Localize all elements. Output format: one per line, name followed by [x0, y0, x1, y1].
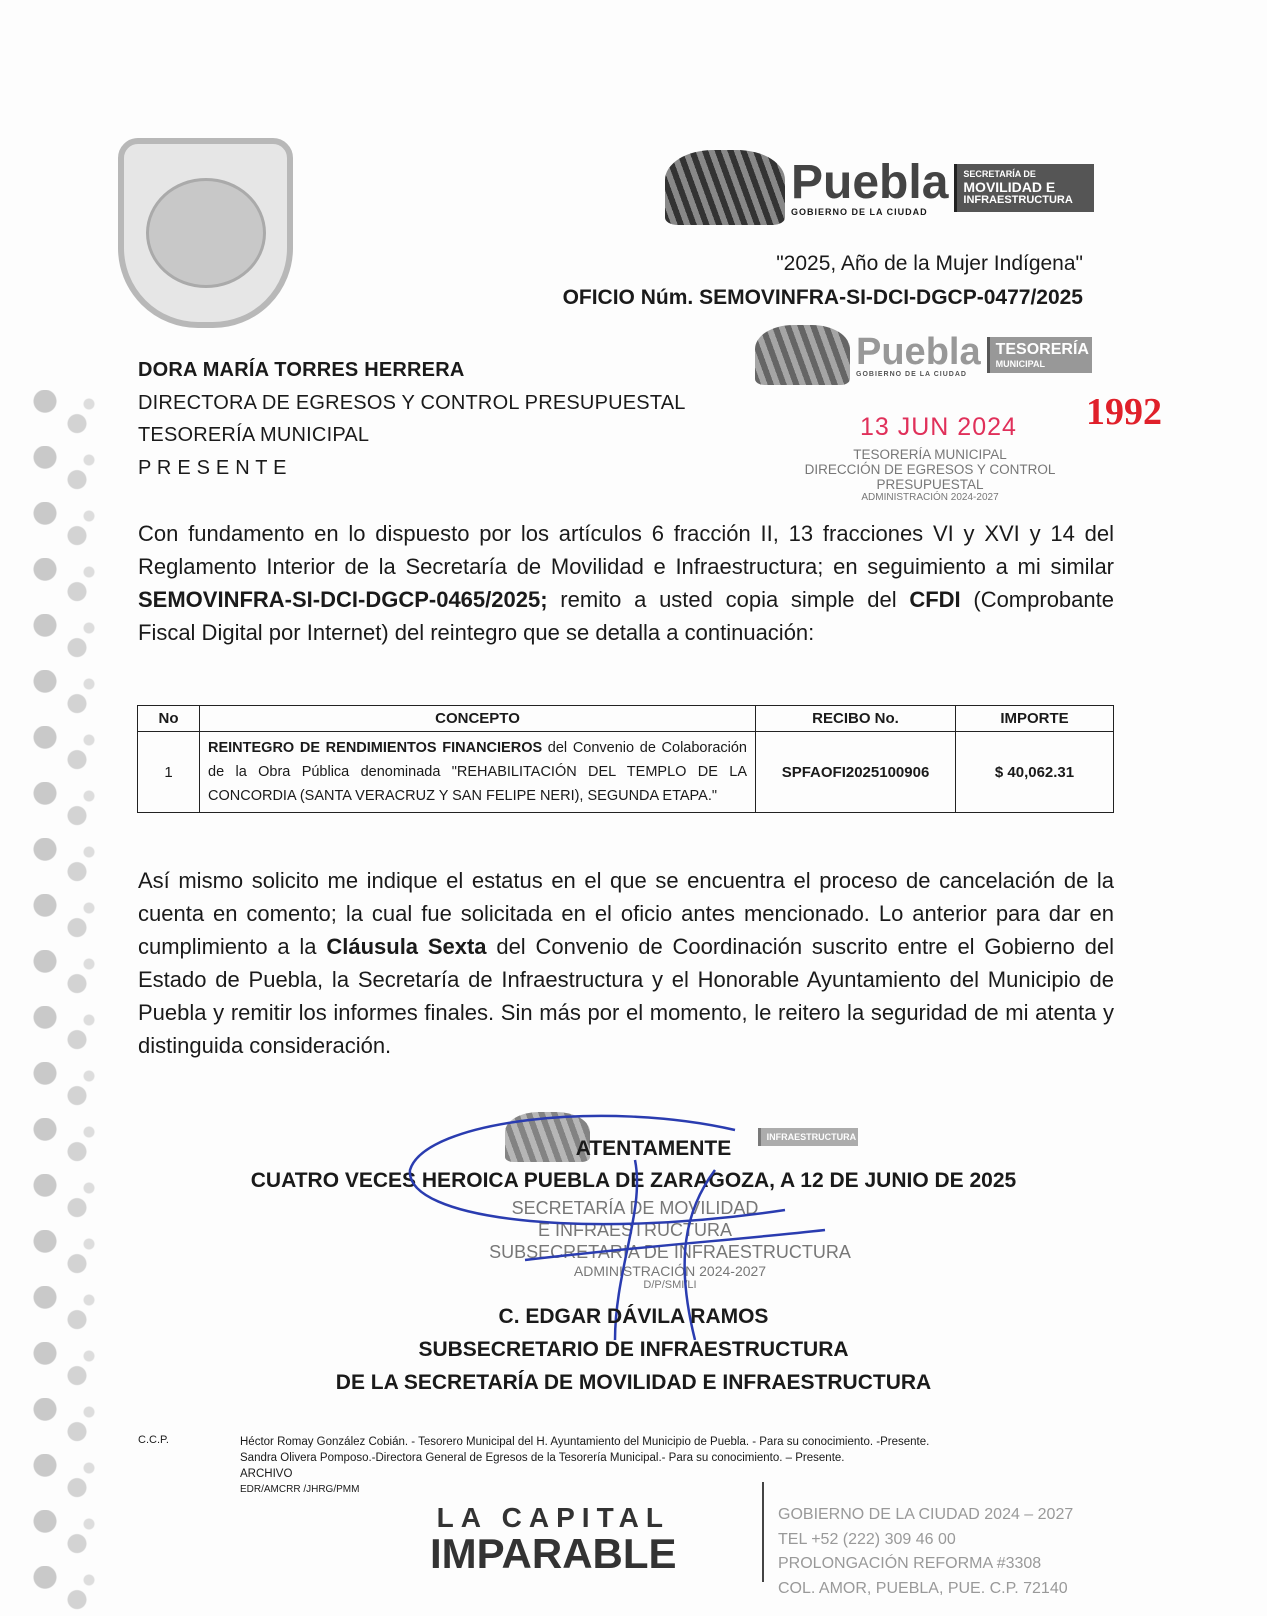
atentamente: ATENTAMENTE — [575, 1137, 732, 1160]
paragraph-intro: Con fundamento en lo dispuesto por los artículos 6 fracción II, 13 fracciones VI y XVI y 14 del Reglamento Interior de la Secretaría de Movilidad e Infraestructura; en seguimiento a mi similar SEMOVINFRA-SI-DCI-DGCP-0465/2025; remito a usted copia simple del CFDI (Comprobante Fiscal Digital por Internet) del reintegro que se detalla a continuación: — [138, 521, 1114, 645]
ccp-label: C.C.P. — [138, 1434, 169, 1446]
signer-role: SUBSECRETARIO DE INFRAESTRUCTURA — [418, 1338, 849, 1361]
signer-name: C. EDGAR DÁVILA RAMOS — [498, 1305, 769, 1328]
folio-number: 1992 — [1086, 391, 1162, 433]
oficio-number: OFICIO Núm. SEMOVINFRA-SI-DCI-DGCP-0477/2025 — [562, 286, 1083, 309]
ccp-list: Héctor Romay González Cobián. - Tesorero Municipal del H. Ayuntamiento del Municipio de Puebla. - Para su conocimiento. -Presente. Sandra Olivera Pomposo.-Directora General de Egresos de la Tesorería Municipal.- Para su conocimiento. – Presente. ARCHIVO EDR/AMCRR /JHRG/PMM — [240, 1436, 930, 1495]
place-date: CUATRO VECES HEROICA PUEBLA DE ZARAGOZA, A 12 DE JUNIO DE 2025 — [250, 1169, 1017, 1192]
puebla-semovinfra-logo: Puebla GOBIERNO DE LA CIUDAD SECRETARÍA DE MOVILIDAD E INFRAESTRUCTURA — [665, 150, 1094, 225]
decorative-border-pattern — [25, 390, 105, 1616]
city-seal-logo — [118, 138, 293, 328]
table-row: 1 REINTEGRO DE RENDIMIENTOS FINANCIEROS del Convenio de Colaboración de la Obra Pública denominada "REHABILITACIÓN DEL TEMPLO DE LA CONCORDIA (SANTA VERACRUZ Y SAN FELIPE NERI), SEGUNDA ETAPA." SPFAOFI2025100906 $ 40,062.31 — [138, 732, 1114, 813]
recipient-block: DORA MARÍA TORRES HERRERA DIRECTORA DE EGRESOS Y CONTROL PRESUPUESTAL TESORERÍA MUNICIPAL P R E S E N T E — [138, 359, 686, 479]
puebla-emblem-icon — [755, 325, 850, 385]
tesoreria-stamp-text: TESORERÍA MUNICIPAL DIRECCIÓN DE EGRESOS Y CONTROL PRESUPUESTAL ADMINISTRACIÓN 2024-2027 — [804, 447, 1056, 503]
footer-contact: GOBIERNO DE LA CIUDAD 2024 – 2027 TEL +52 (222) 309 46 00 PROLONGACIÓN REFORMA #3308 COL. AMOR, PUEBLA, PUE. C.P. 72140 — [778, 1506, 1074, 1597]
la-capital-imparable-logo: LA CAPITAL IMPARABLE — [430, 1502, 677, 1577]
received-date-stamp: 13 JUN 2024 — [860, 413, 1017, 441]
signer-secretaria: DE LA SECRETARÍA DE MOVILIDAD E INFRAESTRUCTURA — [335, 1371, 932, 1394]
paragraph-status-request: Así mismo solicito me indique el estatus en el que se encuentra el proceso de cancelación de la cuenta en comento; la cual fue solicitada en el oficio antes mencionado. Lo anterior para dar en cumplimiento a la Cláusula Sexta del Convenio de Coordinación suscrito entre el Gobierno del Estado de Puebla, la Secretaría de Infraestructura y el Honorable Ayuntamiento del Municipio de Puebla y remitir los informes finales. Sin más por el momento, le reitero la seguridad de mi atenta y distinguida consideración. — [138, 868, 1115, 1058]
reintegro-table: No CONCEPTO RECIBO No. IMPORTE 1 REINTEGRO DE RENDIMIENTOS FINANCIEROS del Convenio de Colaboración de la Obra Pública denominada "REHABILITACIÓN DEL TEMPLO DE LA CONCORDIA (SANTA VERACRUZ Y SAN FELIPE NERI), SEGUNDA ETAPA." SPFAOFI2025100906 $ 40,062.31 — [137, 705, 1114, 813]
year-motto: "2025, Año de la Mujer Indígena" — [776, 252, 1083, 275]
semovinfra-seal-stamp: INFRAESTRUCTURA — [505, 1112, 858, 1162]
footer-divider — [762, 1482, 764, 1582]
subsecretaria-stamp: SECRETARÍA DE MOVILIDAD E INFRAESTRUCTURA SUBSECRETARIA DE INFRAESTRUCTURA ADMINISTRACIÓN 2024-2027 D/P/SMI/LI — [489, 1198, 851, 1291]
puebla-emblem-icon — [665, 150, 785, 225]
tesoreria-received-stamp: Puebla GOBIERNO DE LA CIUDAD TESORERÍA MUNICIPAL — [755, 325, 1092, 385]
